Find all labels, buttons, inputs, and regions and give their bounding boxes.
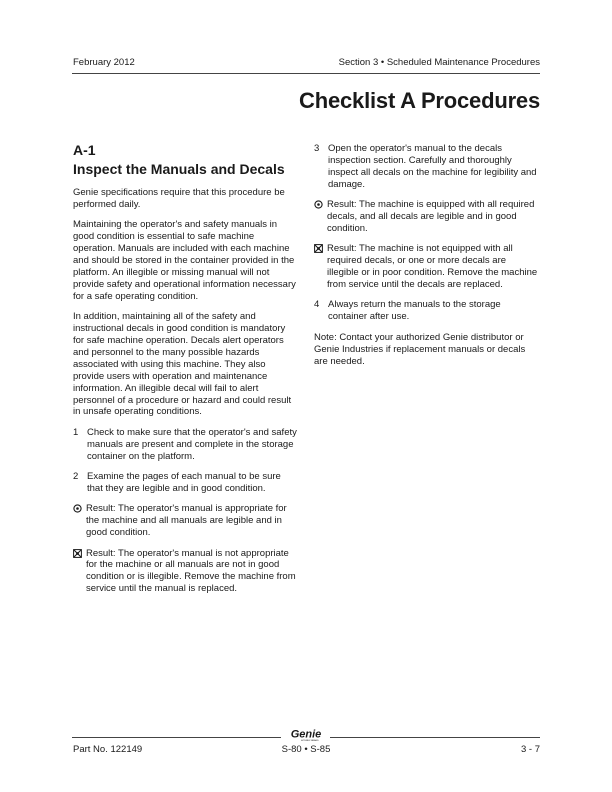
step-text: Examine the pages of each manual to be sure that they are legible and in good condition. [87, 471, 281, 494]
result-pass-text: Result: The machine is equipped with all required decals, and all decals are legible and in good condition. [327, 199, 535, 234]
right-column [314, 143, 540, 376]
result-fail [314, 243, 540, 291]
step-text: Open the operator's manual to the decals inspection section. Carefully and thoroughly inspect all decals on the machine for legibility and damage. [328, 143, 537, 190]
step-item [314, 143, 540, 191]
note: Note: Contact your authorized Genie distributor or Genie Industries if replacement manuals or decals are needed. [314, 331, 526, 367]
step-number: 2 [73, 471, 79, 483]
step-number: 3 [314, 143, 320, 154]
circle-dot-icon [73, 504, 82, 513]
paragraph: Genie specifications require that this procedure be performed daily. [73, 187, 285, 210]
genie-logo [284, 726, 328, 742]
paragraph: Maintaining the operator's and safety manuals in good condition is essential to safe machine operation. Manuals are included with each machine and should be stored in the container provided in the platform. An illegible or missing manual will not provide safety and operational information necessary for a safe operating condition. [73, 219, 296, 302]
svg-text:A TEREX BRAND: A TEREX BRAND [301, 740, 319, 742]
left-column [73, 142, 298, 604]
header-date: February 2012 [73, 57, 135, 68]
footer-part-number: Part No. 122149 [73, 744, 143, 755]
result-fail-text: Result: The machine is not equipped with all required decals, or one or more decals are illegible or in poor condition. Remove the machine from service until the decals are replaced. [327, 243, 538, 291]
crossed-box-icon [314, 244, 323, 253]
footer-page-number: 3 - 7 [520, 744, 540, 755]
circle-dot-icon [314, 200, 323, 209]
section-id: A-1 [73, 142, 96, 158]
header-section: Section 3 • Scheduled Maintenance Procedures [338, 57, 540, 68]
step-item [73, 471, 298, 495]
paragraph: In addition, maintaining all of the safety and instructional decals in good condition is mandatory for safe machine operation. Decals alert operators and personnel to the many possible hazards associated with using this machine. They also provide users with operation and maintenance information. An illegible decal will fail to alert personnel of a procedure or hazard and could result in unsafe operating conditions. [73, 311, 292, 418]
section-title: Inspect the Manuals and Decals [73, 161, 285, 177]
step-number: 1 [73, 426, 79, 438]
step-number: 4 [314, 299, 320, 311]
footer-rule-right [330, 737, 540, 738]
page-title: Checklist A Procedures [299, 88, 540, 113]
result-pass [314, 199, 540, 235]
step-item [73, 427, 298, 463]
header-rule [72, 73, 540, 74]
result-pass-text: Result: The operator's manual is appropriate for the machine and all manuals are legible and in good condition. [86, 503, 287, 539]
result-fail [73, 548, 298, 596]
svg-text:Genie: Genie [290, 728, 322, 741]
crossed-box-icon [73, 549, 82, 558]
footer-rule-left [72, 737, 281, 738]
result-fail-text: Result: The operator's manual is not appropriate for the machine or all manuals are not in good condition or is illegible. Remove the machine from service until the manual is replaced. [86, 547, 296, 595]
footer-models: S-80 • S-85 [281, 744, 331, 755]
step-text: Always return the manuals to the storage container after use. [328, 299, 501, 323]
result-pass [73, 503, 298, 539]
step-item [314, 299, 540, 323]
step-text: Check to make sure that the operator's and safety manuals are present and complete in the storage container on the platform. [87, 426, 297, 462]
